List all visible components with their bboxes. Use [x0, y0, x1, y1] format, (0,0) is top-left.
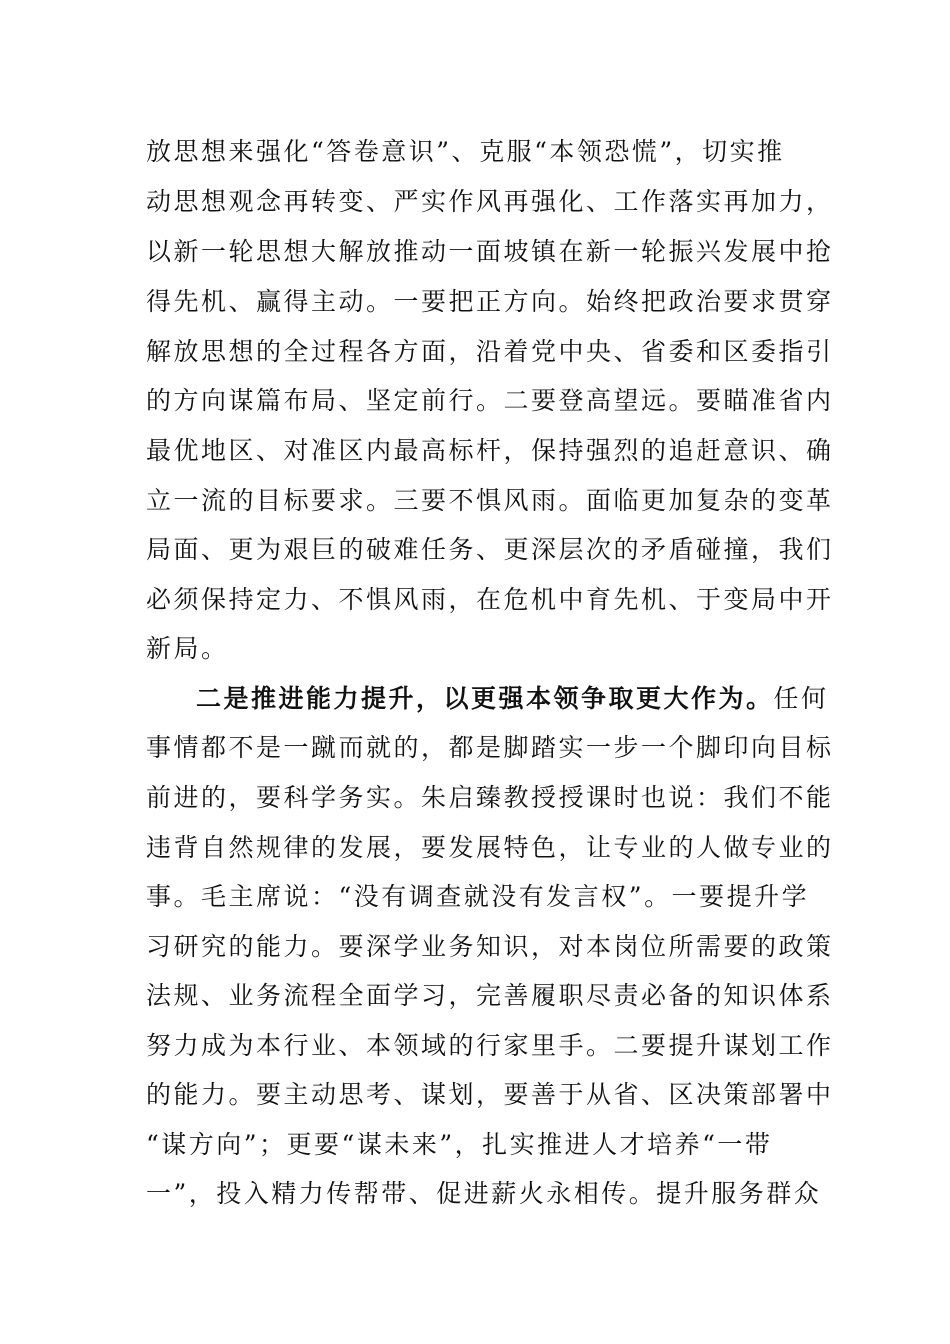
- paragraph1-line-5: 解放思想的全过程各方面，沿着党中央、省委和区委指引: [146, 337, 834, 366]
- paragraph2-line-3: 违背自然规律的发展，要发展特色，让专业的人做专业的: [146, 833, 834, 862]
- paragraph2-heading-rest: 任何: [773, 684, 829, 713]
- paragraph1-line-1: 放思想来强化“答卷意识”、克服“本领恐慌”，切实推: [146, 137, 785, 166]
- paragraph1-line-8: 立一流的目标要求。三要不惧风雨。面临更加复杂的变革: [146, 486, 834, 515]
- paragraph2-line-2: 前进的，要科学务实。朱启臻教授授课时也说：我们不能: [146, 783, 834, 812]
- paragraph2-line-4: 事。毛主席说：“没有调查就没有发言权”。一要提升学: [146, 882, 810, 911]
- paragraph2-line-1: 事情都不是一蹴而就的，都是脚踏实一步一个脚印向目标: [146, 733, 834, 762]
- paragraph1-line-7: 最优地区、对准区内最高标杆，保持强烈的追赶意识、确: [146, 436, 834, 465]
- paragraph1-line-11: 新局。: [146, 634, 229, 663]
- paragraph2-line-10: 一”，投入精力传帮带、促进薪火永相传。提升服务群众: [146, 1179, 822, 1208]
- paragraph2-line-9: “谋方向”；更要“谋未来”，扎实推进人才培养“一带: [146, 1130, 773, 1159]
- paragraph2-heading: 二是推进能力提升，以更强本领争取更大作为。: [196, 684, 774, 713]
- paragraph2-first-line: [196, 674, 829, 724]
- paragraph2-line-5: 习研究的能力。要深学业务知识，对本岗位所需要的政策: [146, 932, 834, 961]
- paragraph1-line-2: 动思想观念再转变、严实作风再强化、工作落实再加力，: [146, 187, 834, 216]
- paragraph1-line-10: 必须保持定力、不惧风雨，在危机中育先机、于变局中开: [146, 585, 834, 614]
- paragraph2-line-6: 法规、业务流程全面学习，完善履职尽责必备的知识体系: [146, 981, 834, 1010]
- paragraph1-line-3: 以新一轮思想大解放推动一面坡镇在新一轮振兴发展中抢: [146, 237, 834, 266]
- paragraph1-line-9: 局面、更为艰巨的破难任务、更深层次的矛盾碰撞，我们: [146, 535, 834, 564]
- paragraph2-line-8: 的能力。要主动思考、谋划，要善于从省、区决策部署中: [146, 1080, 834, 1109]
- paragraph1-line-4: 得先机、赢得主动。一要把正方向。始终把政治要求贯穿: [146, 287, 834, 316]
- paragraph2-line-7: 努力成为本行业、本领域的行家里手。二要提升谋划工作: [146, 1031, 834, 1060]
- paragraph1-line-6: 的方向谋篇布局、坚定前行。二要登高望远。要瞄准省内: [146, 386, 834, 415]
